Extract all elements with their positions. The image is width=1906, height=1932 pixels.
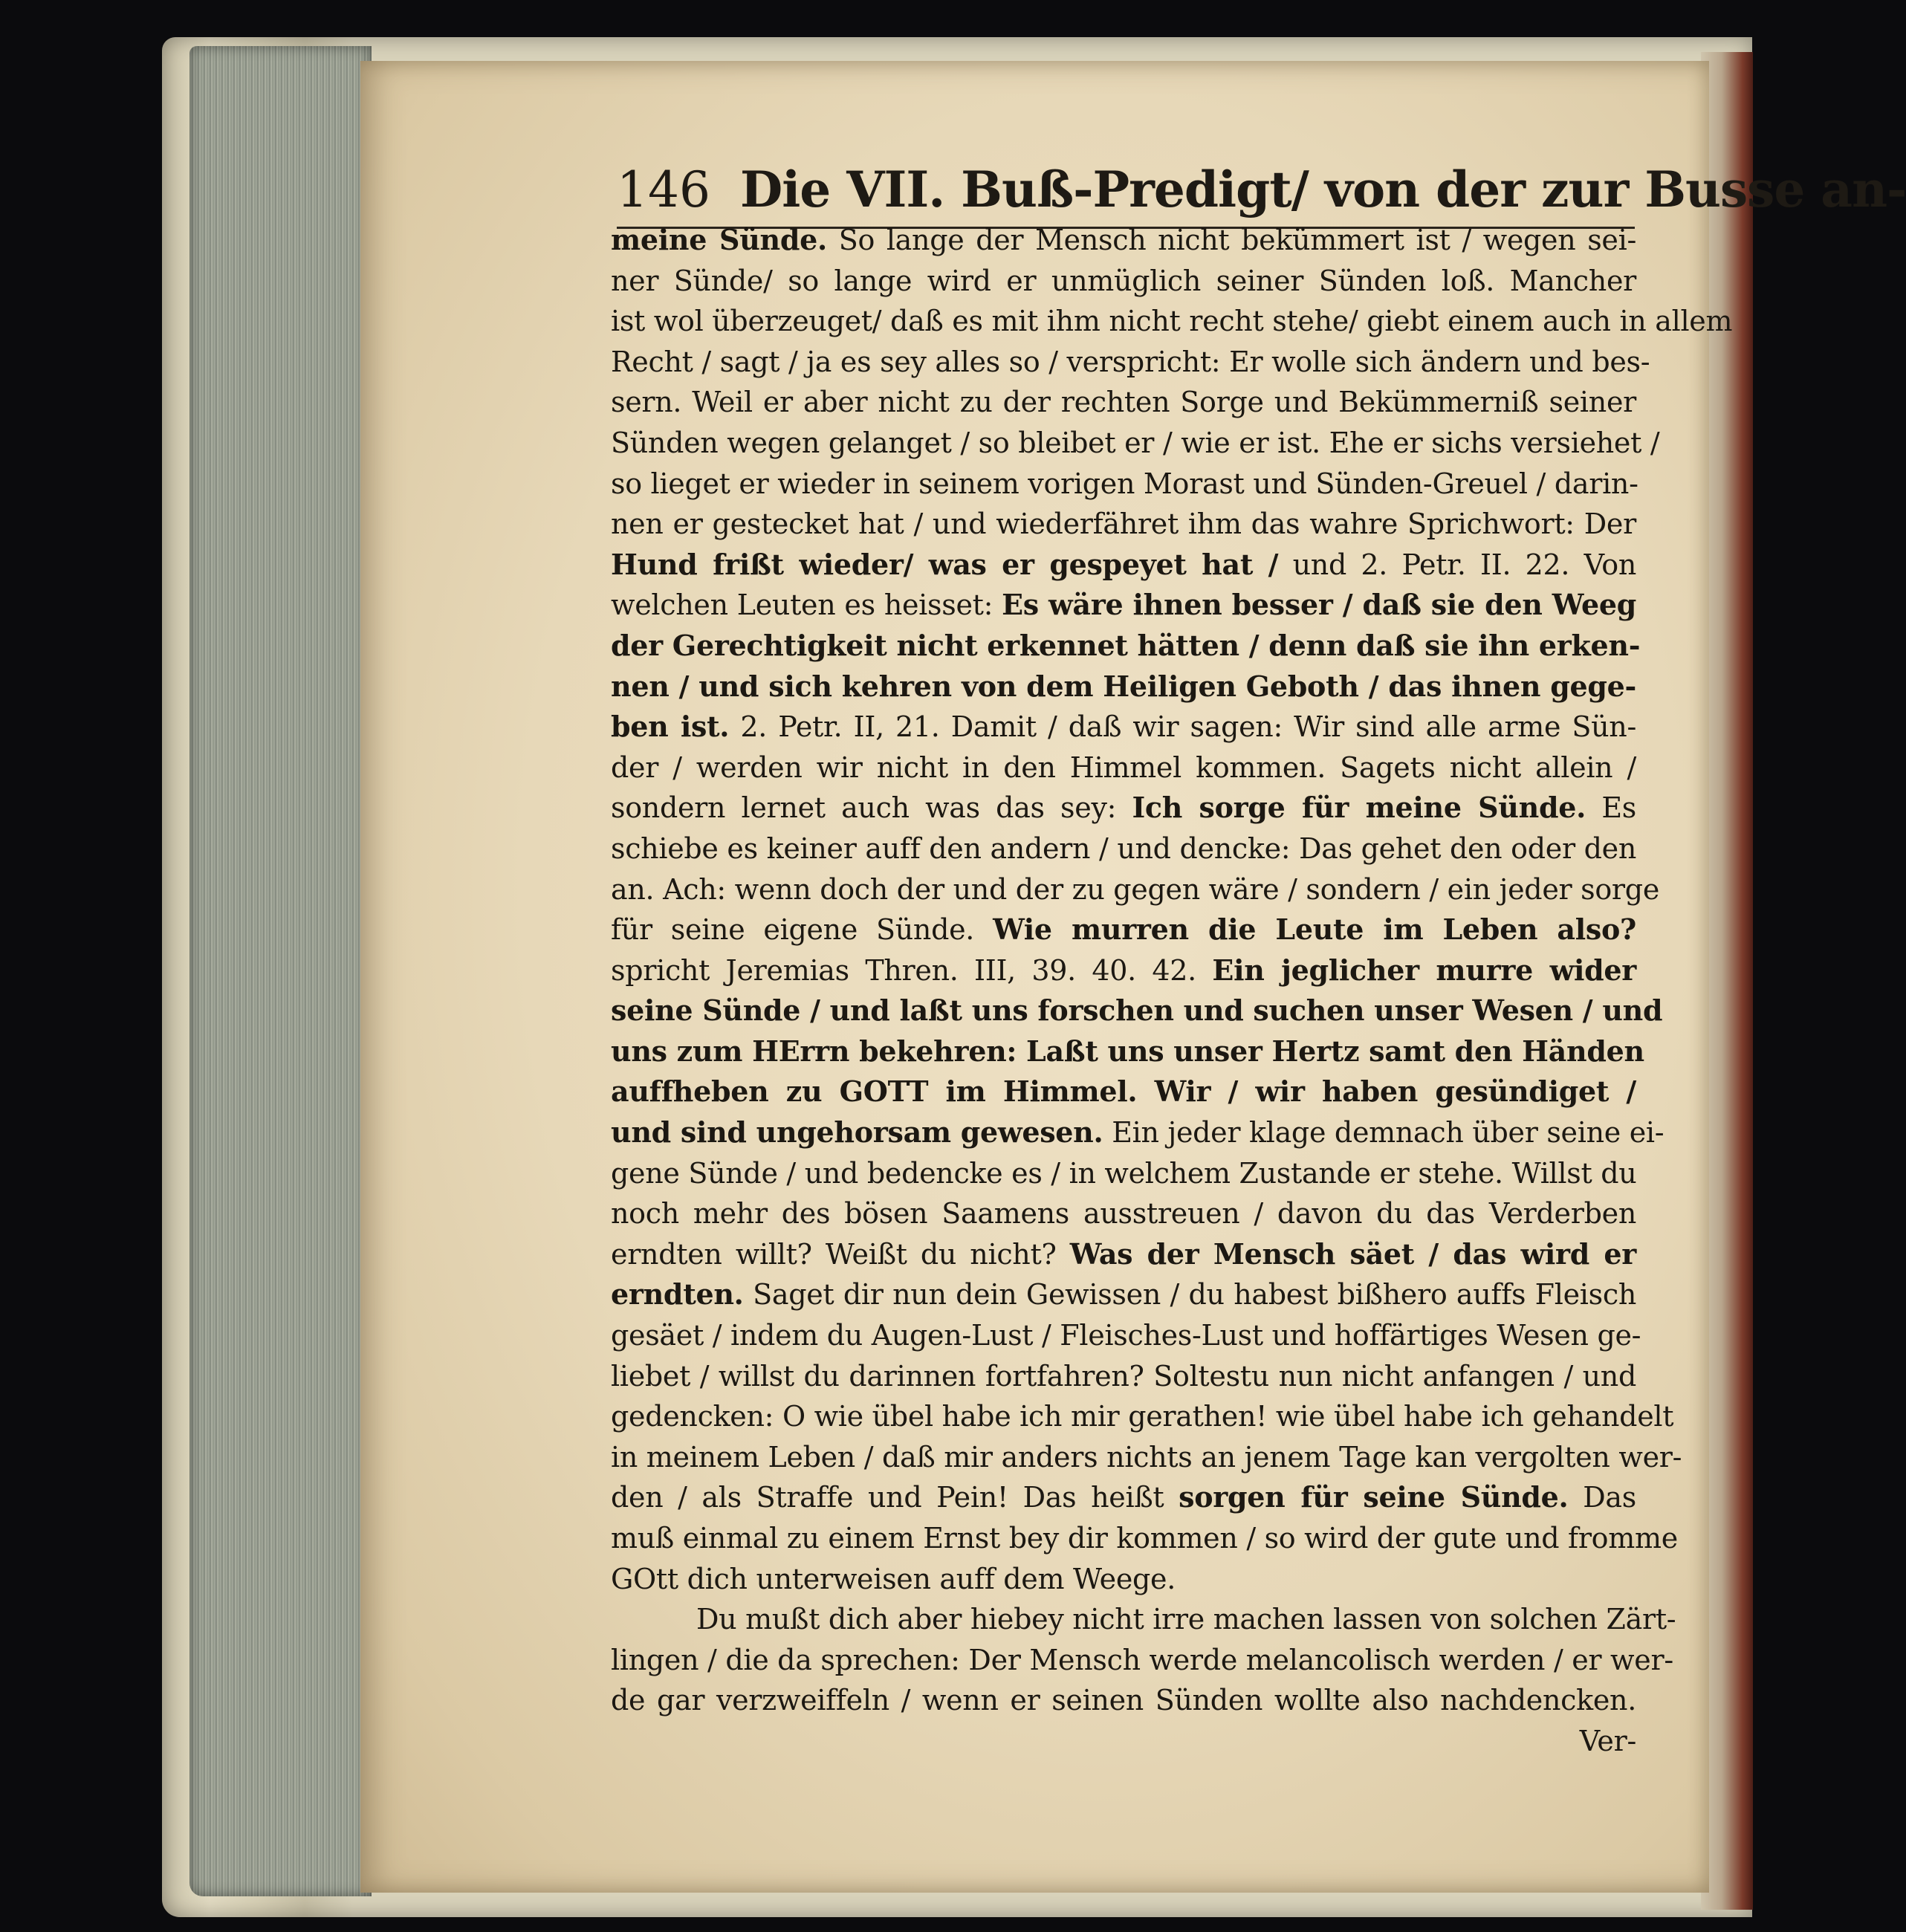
emphasis-text: uns zum HErrn bekehren: Laßt uns unser Hertz samt den Händen bbox=[611, 1034, 1644, 1068]
text-line bbox=[611, 423, 1660, 464]
text-segment: Ein jeder klage demnach über seine ei- bbox=[1103, 1116, 1664, 1150]
text-segment: nen er gestecket hat / und wiederfähret ihm das wahre Sprichwort: Der bbox=[611, 508, 1636, 541]
text-line bbox=[611, 788, 1636, 829]
text-line bbox=[611, 1477, 1636, 1518]
catchword bbox=[611, 1721, 1636, 1762]
text-segment: Das bbox=[1568, 1481, 1636, 1514]
text-line bbox=[611, 667, 1636, 707]
emphasis-text: erndten. bbox=[611, 1277, 744, 1312]
text-segment: lingen / die da sprechen: Der Mensch werde melancolisch werden / er wer- bbox=[611, 1643, 1673, 1676]
text-line bbox=[611, 1274, 1636, 1315]
text-segment: GOtt dich unterweisen auff dem Weege. bbox=[611, 1562, 1176, 1595]
text-line bbox=[611, 626, 1641, 667]
text-line bbox=[611, 829, 1636, 869]
text-segment: sern. Weil er aber nicht zu der rechten Sorge und Bekümmerniß seiner bbox=[611, 386, 1636, 419]
text-line bbox=[611, 1599, 1676, 1640]
text-segment: Du mußt dich aber hiebey nicht irre machen lassen von solchen Zärt- bbox=[696, 1603, 1676, 1636]
text-line bbox=[611, 1193, 1636, 1234]
text-segment: erndten willt? Weißt du nicht? bbox=[611, 1237, 1070, 1271]
text-segment: gesäet / indem du Augen-Lust / Fleisches-Lust und hoffärtiges Wesen ge- bbox=[611, 1319, 1641, 1352]
text-segment: de gar verzweiffeln / wenn er seinen Sünden wollte also nachdencken. bbox=[611, 1684, 1636, 1717]
text-line bbox=[611, 950, 1636, 991]
emphasis-text: sorgen für seine Sünde. bbox=[1179, 1480, 1569, 1514]
text-line bbox=[611, 1396, 1674, 1437]
emphasis-text: Hund frißt wieder/ was er gespeyet hat / bbox=[611, 547, 1279, 581]
text-line bbox=[611, 301, 1733, 342]
text-segment: und 2. Petr. II. 22. Von bbox=[1278, 548, 1636, 581]
text-line bbox=[611, 464, 1636, 505]
text-line bbox=[611, 1153, 1636, 1194]
text-segment: spricht Jeremias Thren. III, 39. 40. 42. bbox=[611, 953, 1213, 987]
text-segment: Sünden wegen gelanget / so bleibet er / wie er ist. Ehe er sichs versiehet / bbox=[611, 426, 1660, 459]
text-line bbox=[611, 382, 1636, 423]
text-segment: ner Sünde/ so lange wird er unmüglich seiner Sünden loß. Mancher bbox=[611, 264, 1636, 297]
text-segment: gene Sünde / und bedencke es / in welchem Zustande er stehe. Willst du bbox=[611, 1156, 1637, 1190]
text-line bbox=[611, 991, 1663, 1031]
text-line bbox=[611, 1072, 1636, 1112]
text-line bbox=[611, 545, 1636, 586]
text-segment: gedencken: O wie übel habe ich mir gerathen! wie übel habe ich gehandelt bbox=[611, 1400, 1674, 1433]
text-line bbox=[611, 261, 1636, 302]
page-number: 146 bbox=[617, 161, 710, 218]
emphasis-text: Wie murren die Leute im Leben also? bbox=[993, 912, 1636, 947]
text-line bbox=[611, 910, 1636, 950]
text-segment: in meinem Leben / daß mir anders nichts an jenem Tage kan vergolten wer- bbox=[611, 1440, 1682, 1474]
text-segment: noch mehr des bösen Saamens ausstreuen / davon du das Verderben bbox=[611, 1197, 1636, 1231]
text-segment: muß einmal zu einem Ernst bey dir kommen / so wird der gute und fromme bbox=[611, 1522, 1678, 1555]
text-line bbox=[611, 1559, 1636, 1600]
text-segment: So lange der Mensch nicht bekümmert ist / wegen sei- bbox=[826, 224, 1636, 256]
emphasis-text: Ich sorge für meine Sünde. bbox=[1132, 791, 1586, 825]
emphasis-text: auffheben zu GOTT im Himmel. Wir / wir haben gesündiget / bbox=[611, 1074, 1636, 1109]
text-line bbox=[611, 342, 1650, 383]
emphasis-text: und sind ungehorsam gewesen. bbox=[611, 1115, 1103, 1150]
text-segment: Es bbox=[1586, 791, 1637, 825]
text-line bbox=[611, 748, 1636, 788]
text-segment: für seine eigene Sünde. bbox=[611, 913, 993, 947]
text-line bbox=[611, 1234, 1636, 1275]
text-line bbox=[611, 1112, 1664, 1153]
text-segment: liebet / willst du darinnen fortfahren? Soltestu nun nicht anfangen / und bbox=[611, 1359, 1636, 1393]
text-segment: ist wol überzeuget/ daß es mit ihm nicht recht stehe/ giebt einem auch in allem bbox=[611, 305, 1733, 338]
text-line bbox=[611, 1315, 1641, 1356]
emphasis-text: der Gerechtigkeit nicht erkennet hätten / denn daß sie ihn erken- bbox=[611, 628, 1641, 662]
text-line bbox=[611, 504, 1636, 545]
text-segment: schiebe es keiner auff den andern / und dencke: Das gehet den oder den bbox=[611, 832, 1636, 865]
text-line bbox=[611, 1518, 1678, 1559]
text-line bbox=[611, 1640, 1673, 1681]
emphasis-text: nen / und sich kehren von dem Heiligen Geboth / das ihnen gege- bbox=[611, 669, 1636, 703]
emphasis-text: ben ist. bbox=[611, 710, 730, 744]
text-segment: 2. Petr. II, 21. Damit / daß wir sagen: Wir sind alle arme Sün- bbox=[729, 710, 1636, 744]
emphasis-text: Was der Mensch säet / das wird er bbox=[1069, 1236, 1636, 1271]
text-line bbox=[611, 585, 1636, 626]
text-line bbox=[611, 869, 1660, 910]
text-line bbox=[611, 1680, 1636, 1721]
running-header bbox=[617, 152, 1906, 229]
text-segment: Saget dir nun dein Gewissen / du habest bißhero auffs Fleisch bbox=[743, 1278, 1636, 1312]
text-segment: welchen Leuten es heisset: bbox=[611, 589, 1002, 622]
running-title: Die VII. Buß-Predigt/ von der zur Busse an- bbox=[739, 161, 1906, 218]
body-text bbox=[611, 220, 1733, 1762]
text-line bbox=[611, 707, 1636, 748]
text-segment: sondern lernet auch was das sey: bbox=[611, 791, 1132, 825]
text-segment: Ver- bbox=[1579, 1724, 1636, 1757]
text-segment: den / als Straffe und Pein! Das heißt bbox=[611, 1481, 1179, 1514]
page-edges bbox=[189, 46, 372, 1896]
emphasis-text: Ein jeglicher murre wider bbox=[1212, 953, 1637, 987]
emphasis-text: meine Sünde. bbox=[611, 223, 827, 256]
text-segment: Recht / sagt / ja es sey alles so / verspricht: Er wolle sich ändern und bes- bbox=[611, 345, 1650, 378]
emphasis-text: seine Sünde / und laßt uns forschen und suchen unser Wesen / und bbox=[611, 993, 1663, 1028]
text-segment: an. Ach: wenn doch der und der zu gegen wäre / sondern / ein jeder sorge bbox=[611, 872, 1660, 906]
text-line bbox=[611, 1031, 1644, 1072]
text-line bbox=[611, 220, 1636, 261]
text-segment: so lieget er wieder in seinem vorigen Morast und Sünden-Greuel / darin- bbox=[611, 467, 1638, 500]
text-line bbox=[611, 1356, 1636, 1397]
text-segment: der / werden wir nicht in den Himmel kommen. Sagets nicht allein / bbox=[611, 751, 1636, 784]
text-line bbox=[611, 1437, 1682, 1478]
emphasis-text: Es wäre ihnen besser / daß sie den Weeg bbox=[1002, 588, 1636, 622]
